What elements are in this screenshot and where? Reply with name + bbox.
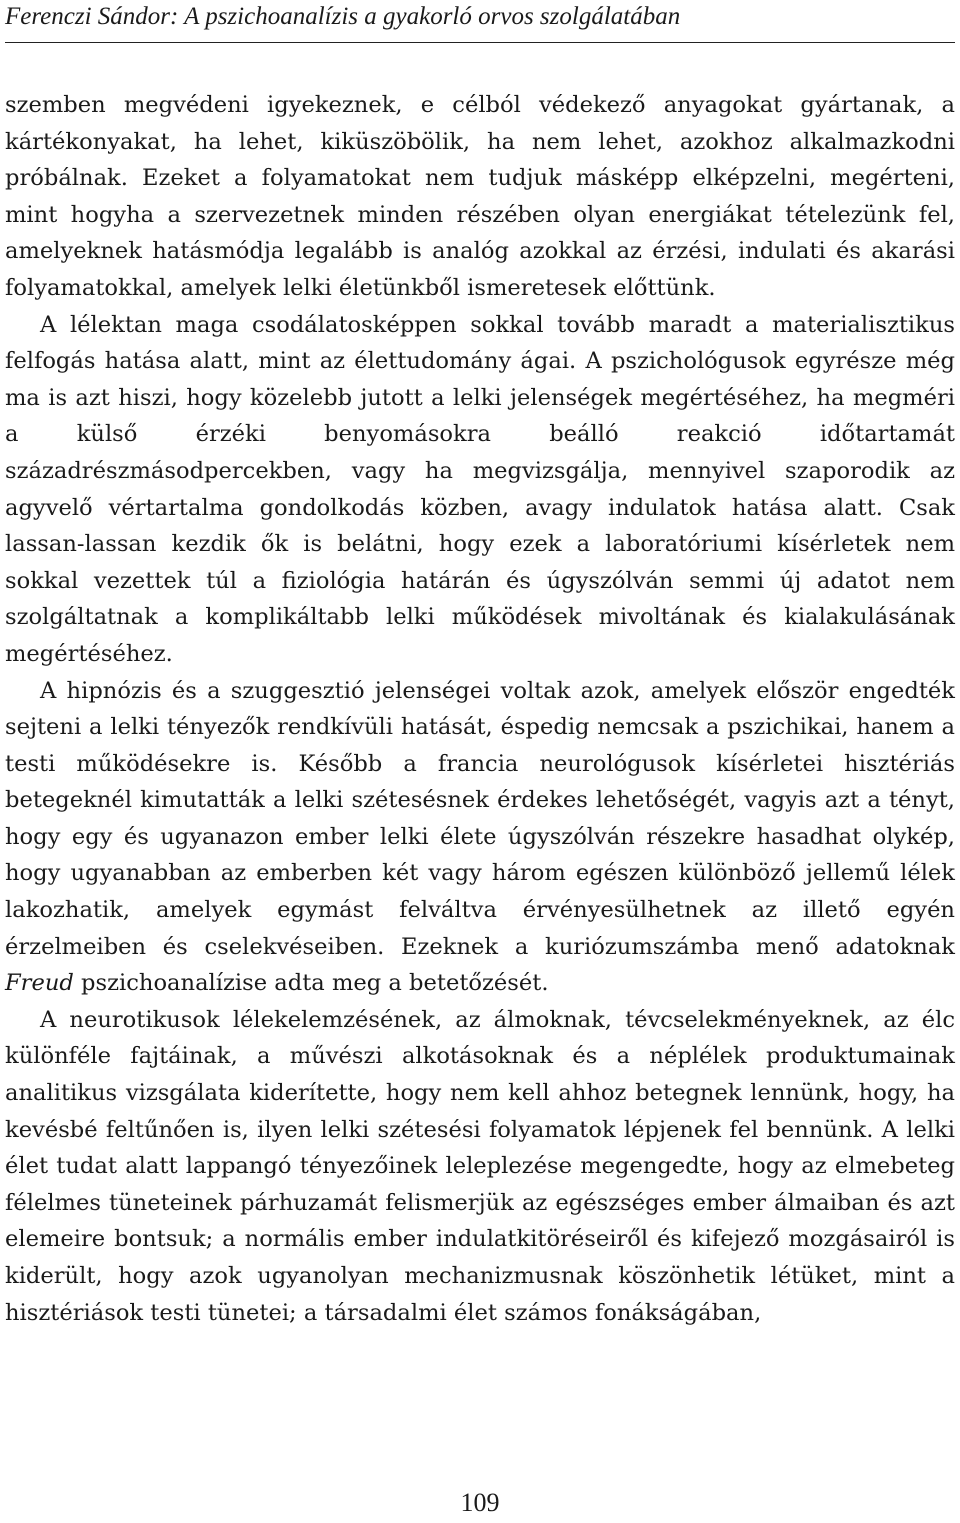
- paragraph-3-text-b: pszichoanalízise adta meg a betetőzését.: [73, 970, 549, 997]
- paragraph-2: [5, 307, 955, 673]
- body-text: [5, 87, 955, 1331]
- paragraph-4: [5, 1002, 955, 1331]
- paragraph-1: [5, 87, 955, 307]
- paragraph-3-text-a: A hipnózis és a szuggesztió jelenségei voltak azok, amelyek először engedték sejteni a lelki tényezők rendkívüli hatását, éspedig nemcsak a pszichikai, hanem a testi működésekre is. Később a francia neurológusok kísérletei hisztériás betegeknél kimutatták a lelki szétesésnek érdekes lehetőségét, vagyis azt a tényt, hogy egy és ugyanazon ember lelki élete úgyszólván részekre hasadhat olykép, hogy ugyanabban az emberben két vagy három egészen különböző jellemű lélek lakozhatik, amelyek egymást felváltva érvényesülhetnek az illető egyén érzelmeiben és cselekvéseiben. Ezeknek a kuriózumszámba menő adatoknak: [5, 677, 955, 960]
- paragraph-2-text: A lélektan maga csodálatosképpen sokkal tovább maradt a materialisztikus felfogás hatása alatt, mint az élettudomány ágai. A pszichológusok egyrésze még ma is azt hiszi, hogy közelebb jutott a lelki jelenségek megértéséhez, ha megméri a külső érzéki benyomásokra beálló reakció időtartamát századrészmásodpercekben, vagy ha megvizsgálja, mennyivel szaporodik az agyvelő vértartalma gondolkodás közben, avagy indulatok hatása alatt. Csak lassan-lassan kezdik ők is belátni, hogy ezek a laboratóriumi kísérletek nem sokkal vezettek túl a fiziológia határán és úgyszólván semmi új adatot nem szolgáltatnak a komplikáltabb lelki működések mivoltának és kialakulásának megértéséhez.: [5, 311, 955, 667]
- running-header: Ferenczi Sándor: A pszichoanalízis a gyakorló orvos szolgálatában: [5, 3, 681, 30]
- paragraph-3-name-freud: Freud: [5, 970, 74, 997]
- header-rule: [5, 42, 955, 43]
- page-number: 109: [460, 1488, 500, 1517]
- paragraph-4-text: A neurotikusok lélekelemzésének, az álmoknak, tévcselekményeknek, az élc különféle fajtáinak, a művészi alkotásoknak és a néplélek produktumainak analitikus vizsgálata kiderítette, hogy nem kell ahhoz betegnek lennünk, hogy, ha kevésbé feltűnően is, ilyen lelki szétesési folyamatok lépjenek fel bennünk. A lelki élet tudat alatt lappangó tényezőinek leleplezése megengedte, hogy az elmebeteg félelmes tüneteinek párhuzamát felismerjük az egészséges ember álmaiban és azt elemeire bontsuk; a normális ember indulatkitöréseiről és kifejező mozgásairól is kiderült, hogy azok ugyanolyan mechanizmusnak köszönhetik létüket, mint a hisztériások testi tünetei; a társadalmi élet számos fonákságában,: [5, 1006, 955, 1326]
- paragraph-3: [5, 673, 955, 1002]
- paragraph-1-text: szemben megvédeni igyekeznek, e célból védekező anyagokat gyártanak, a kártékonyakat, ha lehet, kiküszöbölik, ha nem lehet, azokhoz alkalmazkodni próbálnak. Ezeket a folyamatokat nem tudjuk másképp elképzelni, megérteni, mint hogyha a szervezetnek minden részében olyan energiákat tételezünk fel, amelyeknek hatásmódja legalább is analóg azokkal az érzési, indulati és akarási folyamatokkal, amelyek lelki életünkből ismeretesek előttünk.: [5, 92, 955, 301]
